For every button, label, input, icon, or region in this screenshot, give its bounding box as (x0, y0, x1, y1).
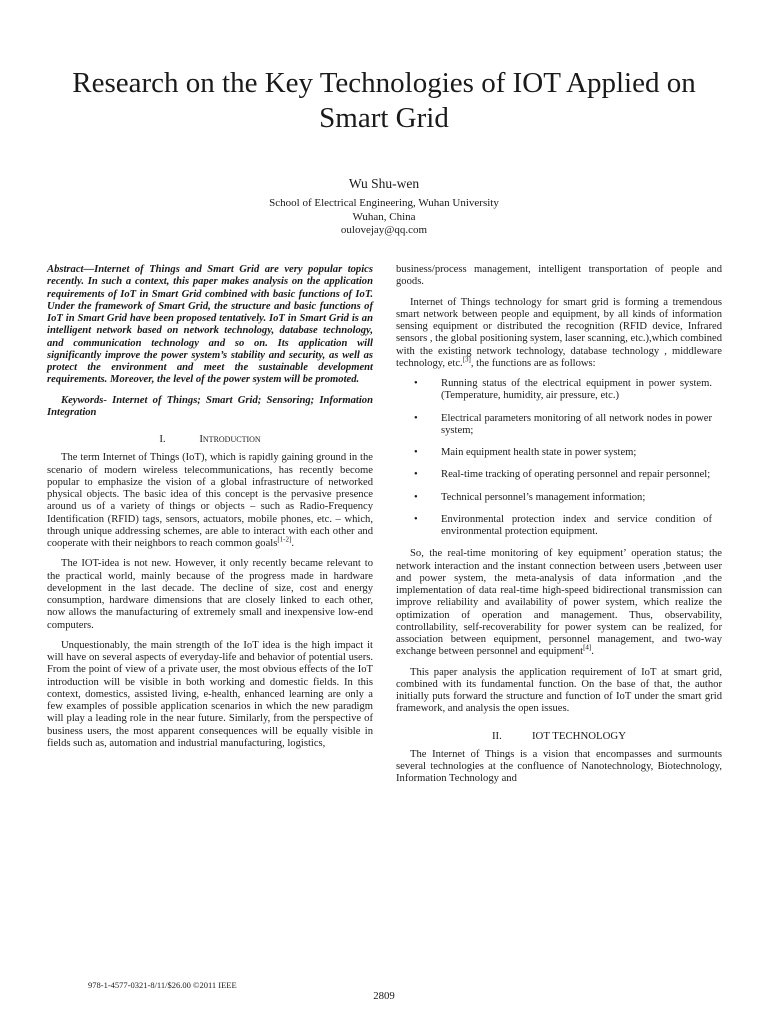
paper-title: Research on the Key Technologies of IOT Applied on Smart Grid (72, 67, 696, 134)
author-location: Wuhan, China (352, 210, 416, 223)
list-item: • Technical personnel’s management information; (414, 491, 646, 503)
list-item: • Real-time tracking of operating personnel and repair personnel; (414, 469, 711, 481)
author-affiliation: School of Electrical Engineering, Wuhan University (269, 197, 499, 209)
list-item: • Electrical parameters monitoring of all network nodes in power system; (414, 412, 712, 436)
bullet-icon: • (414, 513, 418, 525)
bullet-icon: • (414, 412, 418, 424)
intro-paragraph-3: Unquestionably, the main strength of the IoT idea is the high impact it will have on several aspects of everyday-life and behavior of potential users. From the point of view of a private user, the most obvious effects of the IoT introduction will be visible in both working and domestic fields. In this context, domestics, assisted living, e-health, enhanced learning are only a few examples of possible application scenarios in which the new paradigm will play a leading role in the near future. Similarly, from the perspective of business users, the most apparent consequences will be equally visible in fields such as, automation and industrial manufacturing, logistics, (47, 639, 373, 749)
citation: [3] (462, 355, 471, 364)
iot-smart-grid-paragraph: Internet of Things technology for smart grid is forming a tremendous smart network between people and equipment, by all kinds of information sensing equipment or distributed the recognition (RFID device, Infrared sensors , the global positioning system, laser scanning, etc.),which combined with the existing network technology, database technology , middleware technology, etc.[3], the functions are as follows: (396, 296, 722, 369)
section-number: II. (491, 729, 502, 742)
author-name: Wu Shu-wen (348, 176, 420, 191)
section-heading-iot-technology (396, 730, 722, 742)
bullet-icon: • (414, 447, 418, 458)
author-email: oulovejay@qq.com (340, 224, 428, 236)
iot-technology-paragraph: The Internet of Things is a vision that encompasses and surmounts several technologies at the confluence of Nanotechnology, Biotechnology, Information Technology and (396, 748, 722, 785)
bullet-icon: • (414, 378, 418, 389)
intro-paragraph-2: The IOT-idea is not new. However, it only recently became relevant to the practical world, mainly because of the progress made in hardware development in the last decade. The decline of size, cost and energy consumption, hardware dimensions that are closely linked to each other, now allows the manufacturing of extremely small and inexpensive low-end computers. (47, 558, 373, 631)
section-title: IOT TECHNOLOGY (531, 729, 627, 742)
section-heading-introduction (47, 433, 373, 445)
intro-paragraph-1: The term Internet of Things (IoT), which is rapidly gaining ground in the scenario of modern wireless telecommunications, has recently become popular to emphasize the vision of a global infrastructure of networked physical objects. The basic idea of this concept is the pervasive presence around us of a variety of things or objects – such as Radio-Frequency Identification (RFID) tags, sensors, actuators, mobile phones, etc. – which, through unique addressing schemes, are able to interact with each other and cooperate with their neighbors to reach common goals[1-2]. (47, 452, 373, 549)
keywords: Keywords- Internet of Things; Smart Grid; Sensoring; Information Integration (47, 394, 373, 418)
author-block (0, 176, 768, 238)
list-item: • Main equipment health state in power system; (414, 447, 637, 458)
list-item: • Environmental protection index and service condition of environmental protection equipment. (414, 513, 712, 537)
bullet-icon: • (414, 469, 418, 481)
left-column (47, 264, 373, 758)
abstract: Abstract—Internet of Things and Smart Grid are very popular topics recently. In such a context, this paper makes analysis on the application requirements of IoT in Smart Grid combined with basic functions of IoT. Under the framework of Smart Grid, the structure and basic functions of IoT in Smart Grid have been proposed tentatively. IoT in Smart Grid is an intelligent network based on network technology, database technology, and communication technology and so on. Its application will significantly improve the power system’s stability and security, as well as protect the environment and meet the sustainable development requirements. Moreover, the level of the power system will be promoted. (47, 264, 373, 386)
section-number: I. (159, 433, 166, 445)
citation: [1-2] (277, 535, 292, 544)
copyright-notice: 978-1-4577-0321-8/11/$26.00 ©2011 IEEE (88, 980, 237, 990)
function-list (396, 378, 722, 538)
paper-scope-paragraph: This paper analysis the application requirement of IoT at smart grid, combined with its fundamental function. On the base of that, the author initially puts forward the structure and function of IoT under the smart grid framework, and analysis the open issues. (396, 666, 722, 715)
section-title: Introduction (199, 433, 261, 445)
list-item: • Running status of the electrical equipment in power system. (Temperature, humidity, air pressure, etc.) (414, 378, 712, 402)
continued-paragraph: business/process management, intelligent transportation of people and goods. (396, 264, 722, 288)
page-number: 2809 (373, 990, 395, 1002)
bullet-icon: • (414, 491, 418, 503)
right-column (396, 264, 722, 794)
citation: [4] (583, 643, 592, 652)
monitoring-paragraph: So, the real-time monitoring of key equipment’ operation status; the network interaction and the instant connection between users ,between user and power system, the meta-analysis of data information ,and the implementation of data real-time high-speed bidirectional transmission can improve reliability and availability of power system, which realize the optimization of operation and management. Thus, observability, controllability, self-recoverability for power system can be realized, for association between equipment, personnel management, and two-way exchange between personnel and equipment[4]. (396, 548, 722, 658)
